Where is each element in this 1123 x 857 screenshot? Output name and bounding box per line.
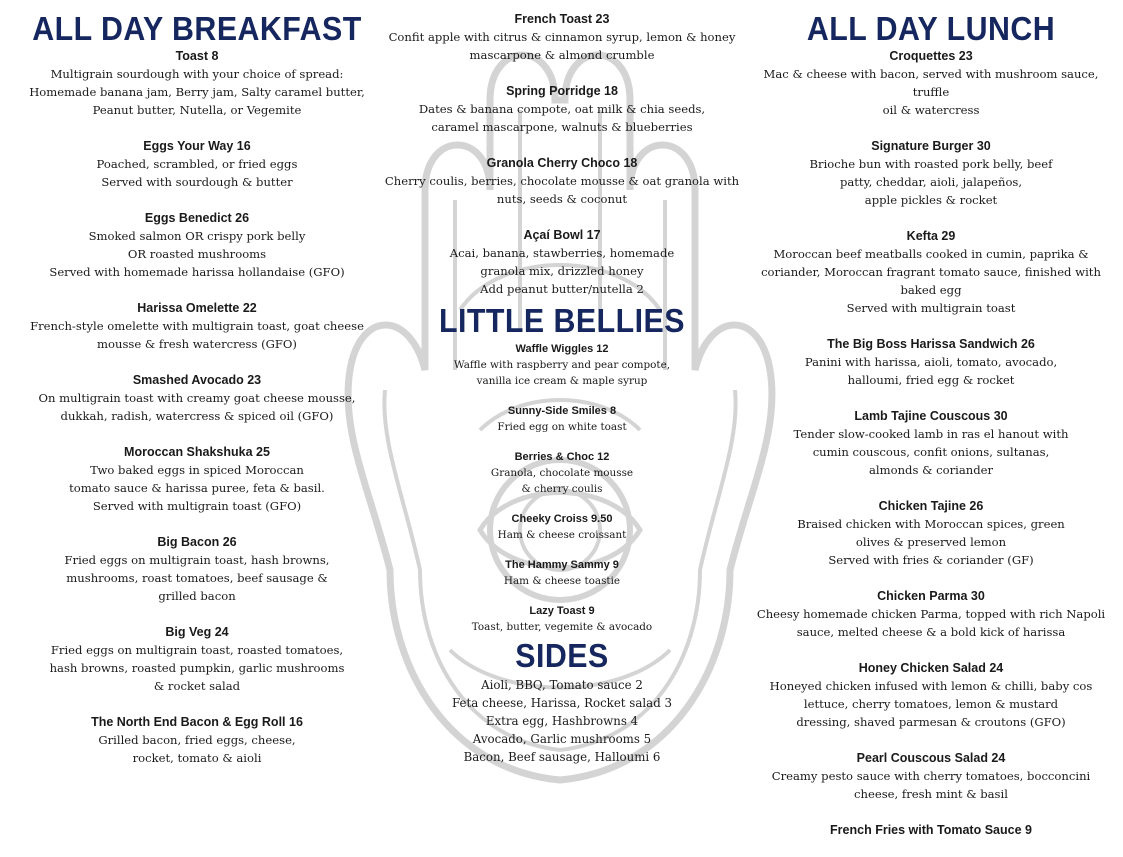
menu-item [17,47,377,119]
item-description: Multigrain sourdough with your choice of spread: Homemade banana jam, Berry jam, Salty caramel butter, Peanut butter, Nutella, or Vegemite [29,67,365,117]
item-description: Toast, butter, vegemite & avocado [471,621,653,633]
little-bellies-heading: LITTLE BELLIES [439,302,685,339]
item-name: Waffle Wiggles 12 [515,343,609,355]
item-description: Ham & cheese croissant [497,529,627,541]
menu-item [17,623,377,695]
item-description: Brioche bun with roasted pork belly, beef patty, cheddar, aioli, jalapeños, apple pickles & rocket [809,157,1053,207]
item-description: Fried eggs on multigrain toast, roasted tomatoes, hash browns, roasted pumpkin, garlic mushrooms & rocket salad [49,643,345,693]
item-description: Waffle with raspberry and pear compote, vanilla ice cream & maple syrup [453,359,671,387]
item-name: Granola Cherry Choco 18 [486,156,638,170]
menu-item [745,335,1117,389]
item-description: On multigrain toast with creamy goat cheese mousse, dukkah, radish, watercress & spiced oil (GFO) [38,391,356,423]
item-name: Croquettes 23 [889,49,973,63]
item-name: Kefta 29 [906,229,956,243]
menu-item [378,341,746,389]
menu-item [745,821,1117,839]
item-name: The Hammy Sammy 9 [505,559,619,571]
menu-item [378,226,746,298]
sides-line: Extra egg, Hashbrowns 4 [485,714,639,728]
item-name: Lamb Tajine Couscous 30 [854,409,1008,423]
item-description: Granola, chocolate mousse & cherry coulis [490,467,634,495]
sides-line: Avocado, Garlic mushrooms 5 [472,732,652,746]
item-description: Smoked salmon OR crispy pork belly OR roasted mushrooms Served with homemade harissa hollandaise (GFO) [49,229,345,279]
item-name: French Toast 23 [514,12,610,26]
breakfast-column [17,0,377,785]
menu-item [17,533,377,605]
item-name: Big Bacon 26 [157,535,237,549]
item-name: Honey Chicken Salad 24 [858,661,1004,675]
item-name: The North End Bacon & Egg Roll 16 [91,715,303,729]
menu-item [17,371,377,425]
menu-item [745,749,1117,803]
menu-item [17,299,377,353]
item-name: Cheeky Croiss 9.50 [511,513,613,525]
item-description: Cherry coulis, berries, chocolate mousse & oat granola with nuts, seeds & coconut [384,174,740,206]
item-description: Dates & banana compote, oat milk & chia seeds, caramel mascarpone, walnuts & blueberries [418,102,706,134]
menu-item [745,227,1117,317]
item-name: Toast 8 [175,49,219,63]
item-name: Açaí Bowl 17 [523,228,601,242]
menu-item [745,587,1117,641]
item-name: Pearl Couscous Salad 24 [856,751,1006,765]
sides-heading: SIDES [515,637,609,674]
lunch-heading: ALL DAY LUNCH [806,10,1056,47]
item-name: Berries & Choc 12 [514,451,610,463]
item-description: Fried eggs on multigrain toast, hash browns, mushrooms, roast tomatoes, beef sausage & grilled bacon [64,553,330,603]
item-name: French Fries with Tomato Sauce 9 [830,823,1032,837]
item-description: Poached, scrambled, or fried eggs Served with sourdough & butter [96,157,298,189]
item-description: Moroccan beef meatballs cooked in cumin, paprika & coriander, Moroccan fragrant tomato sauce, finished with baked egg Served with multigrain toast [761,247,1101,315]
menu-item [17,137,377,191]
item-description: Braised chicken with Moroccan spices, green olives & preserved lemon Served with fries & coriander (GF) [797,517,1065,567]
item-name: Chicken Parma 30 [877,589,985,603]
item-name: Smashed Avocado 23 [132,373,262,387]
item-description: Creamy pesto sauce with cherry tomatoes, bocconcini cheese, fresh mint & basil [771,769,1091,801]
menu-item [378,154,746,208]
item-description: Ham & cheese toastie [503,575,621,587]
item-description: Fried egg on white toast [497,421,627,433]
menu-item [378,511,746,543]
item-description: Grilled bacon, fried eggs, cheese, rocket, tomato & aioli [98,733,296,765]
menu-item [378,82,746,136]
menu-item [378,403,746,435]
item-name: Moroccan Shakshuka 25 [124,445,270,459]
center-column [378,0,746,766]
item-description: Honeyed chicken infused with lemon & chilli, baby cos lettuce, cherry tomatoes, lemon & mustard dressing, shaved parmesan & croutons (GFO) [769,679,1093,729]
menu-item [378,449,746,497]
menu-item [17,209,377,281]
item-name: Big Veg 24 [165,625,229,639]
item-description: Mac & cheese with bacon, served with mushroom sauce, truffle oil & watercress [763,67,1099,117]
breakfast-heading: ALL DAY BREAKFAST [32,10,362,47]
menu-item [745,137,1117,209]
item-name: Sunny-Side Smiles 8 [507,405,617,417]
menu-item [745,659,1117,731]
breakfast-continued [378,0,746,298]
item-description: French-style omelette with multigrain toast, goat cheese mousse & fresh watercress (GFO) [30,319,364,351]
item-name: Lazy Toast 9 [529,605,595,617]
little-bellies-section [378,304,746,635]
item-description: Acai, banana, stawberries, homemade granola mix, drizzled honey Add peanut butter/nutella 2 [449,246,675,296]
item-name: Eggs Benedict 26 [144,211,250,225]
menu-item [378,603,746,635]
lunch-column [745,0,1117,857]
item-name: Signature Burger 30 [871,139,991,153]
item-name: Spring Porridge 18 [506,84,618,98]
item-name: Eggs Your Way 16 [143,139,251,153]
menu-item [745,497,1117,569]
menu-item [17,713,377,767]
menu-item [378,557,746,589]
item-description: Cheesy homemade chicken Parma, topped with rich Napoli sauce, melted cheese & a bold kick of harissa [756,607,1106,639]
item-description: Confit apple with citrus & cinnamon syrup, lemon & honey mascarpone & almond crumble [388,30,736,62]
item-name: The Big Boss Harissa Sandwich 26 [827,337,1035,351]
item-description: Tender slow-cooked lamb in ras el hanout with cumin couscous, confit onions, sultanas, almonds & coriander [793,427,1069,477]
menu-item [378,10,746,64]
menu-item [745,407,1117,479]
sides-line: Bacon, Beef sausage, Halloumi 6 [463,750,661,764]
sides-line: Aioli, BBQ, Tomato sauce 2 [481,678,643,692]
sides-line: Feta cheese, Harissa, Rocket salad 3 [451,696,673,710]
sides-section [378,639,746,766]
menu-item [745,47,1117,119]
item-description: Two baked eggs in spiced Moroccan tomato sauce & harissa puree, feta & basil. Served with multigrain toast (GFO) [69,463,325,513]
item-name: Chicken Tajine 26 [878,499,984,513]
menu-item [17,443,377,515]
item-description: Panini with harissa, aioli, tomato, avocado, halloumi, fried egg & rocket [804,355,1058,387]
item-name: Harissa Omelette 22 [137,301,257,315]
